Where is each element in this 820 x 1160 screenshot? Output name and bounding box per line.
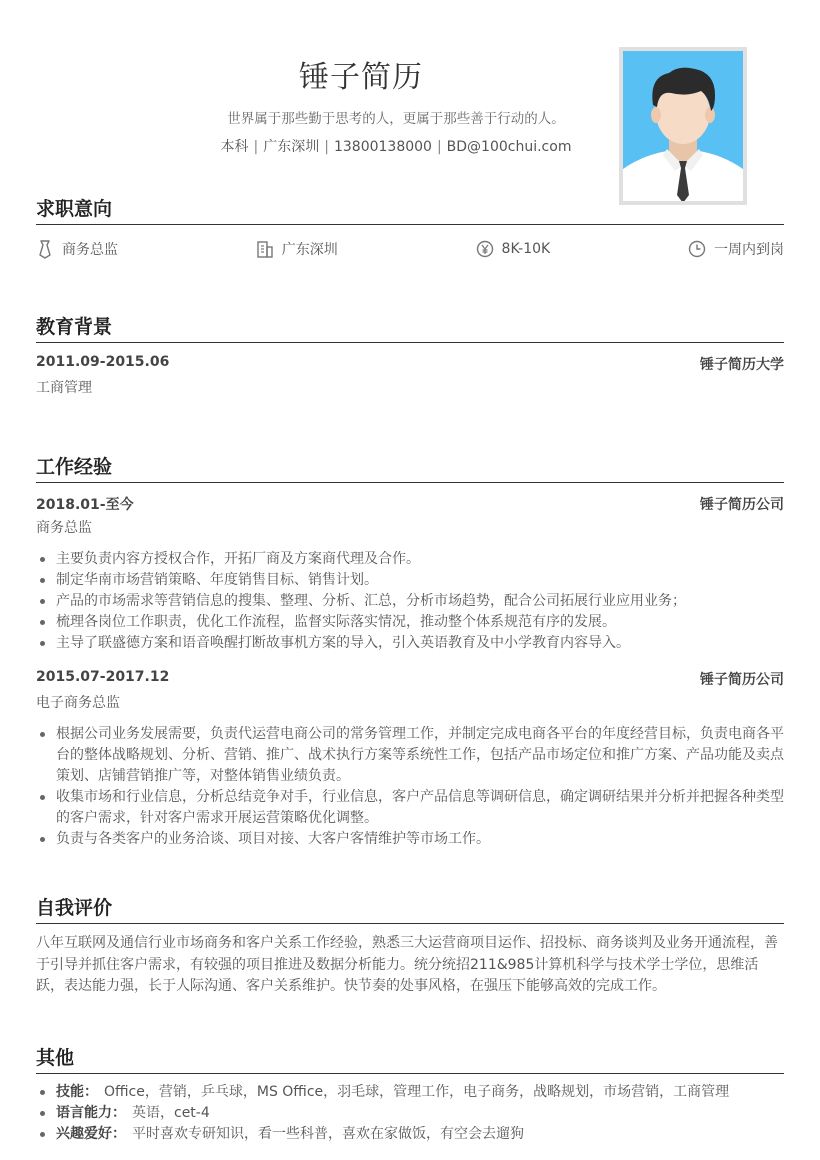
work-company: 锤子简历公司 (700, 672, 784, 688)
list-item (36, 1103, 784, 1124)
work-duties (36, 549, 784, 654)
list-item: 梳理各岗位工作职责，优化工作流程，监督实际落实情况，推动整个体系规范有序的发展。 (36, 612, 784, 633)
job-intent-row (36, 239, 784, 259)
section-title: 自我评价 (36, 892, 784, 924)
work-entry-head (36, 669, 784, 689)
section-title: 其他 (36, 1042, 784, 1074)
other-value: 英语，cet-4 (132, 1105, 210, 1121)
work-duties (36, 724, 784, 850)
location: 广东深圳 (263, 139, 320, 155)
list-item (36, 1124, 784, 1145)
tie-icon (36, 239, 54, 259)
section-title: 求职意向 (36, 193, 784, 225)
intent-availability (688, 239, 784, 259)
intent-city (256, 239, 338, 259)
degree: 本科 (220, 139, 249, 155)
other-value: 平时喜欢专研知识，看一些科普，喜欢在家做饭，有空会去遛狗 (132, 1126, 524, 1142)
intent-salary (476, 240, 551, 258)
other-list (36, 1082, 784, 1145)
separator: | (436, 139, 442, 155)
separator: | (253, 139, 259, 155)
intent-position (36, 239, 118, 259)
list-item: 根据公司业务发展需要，负责代运营电商公司的常务管理工作，并制定完成电商各平台的年度经营目标，负责电商各平台的整体战略规划、分析、营销、推广、战术执行方案等系统性工作，包括产品市场定位和推广方案、产品功能及卖点策划、店铺营销推广等，对整体销售业绩负责。 (36, 724, 784, 787)
phone: 13800138000 (333, 139, 432, 155)
avatar-photo (619, 47, 747, 205)
yuan-icon (476, 240, 494, 258)
list-item: 主要负责内容方授权合作，开拓厂商及方案商代理及合作。 (36, 549, 784, 570)
education-entry-head (36, 354, 784, 374)
other-key: 语言能力： (56, 1105, 126, 1121)
intent-availability-text: 一周内到岗 (713, 242, 784, 258)
list-item: 制定华南市场营销策略、年度销售目标、销售计划。 (36, 570, 784, 591)
candidate-name: 锤子简历 (299, 60, 423, 95)
avatar-illustration (623, 51, 743, 201)
work-entry-head (36, 494, 784, 514)
clock-icon (688, 240, 706, 258)
education-school: 锤子简历大学 (700, 357, 784, 373)
other-section (36, 1042, 784, 1145)
other-value: Office，营销，乒乓球，MS Office，羽毛球，管理工作，电子商务，战略规划，市场营销，工商管理 (104, 1084, 730, 1100)
intent-position-text: 商务总监 (62, 242, 118, 258)
list-item: 主导了联盛德方案和语音唤醒打断故事机方案的导入，引入英语教育及中小学教育内容导入。 (36, 633, 784, 654)
building-icon (256, 239, 274, 259)
separator: | (324, 139, 329, 155)
job-intent-section (36, 193, 784, 259)
list-item: 产品的市场需求等营销信息的搜集、整理、分析、汇总，分析市场趋势，配合公司拓展行业应用业务； (36, 591, 784, 612)
email: BD@100chui.com (446, 139, 572, 155)
work-company: 锤子简历公司 (700, 497, 784, 513)
education-period: 2011.09-2015.06 (36, 354, 170, 370)
work-section (36, 451, 784, 850)
other-key: 兴趣爱好： (56, 1126, 126, 1142)
work-role: 电子商务总监 (36, 695, 120, 711)
list-item: 负责与各类客户的业务洽谈、项目对接、大客户客情维护等市场工作。 (36, 829, 784, 850)
education-major: 工商管理 (36, 380, 92, 396)
list-item: 收集市场和行业信息，分析总结竞争对手，行业信息，客户产品信息等调研信息，确定调研结果并分析并把握各种类型的客户需求，针对客户需求开展运营策略优化调整。 (36, 787, 784, 829)
motto: 世界属于那些勤于思考的人，更属于那些善于行动的人。 (227, 111, 565, 127)
self-evaluation-text: 八年互联网及通信行业市场商务和客户关系工作经验，熟悉三大运营商项目运作、招投标、商务谈判及业务开通流程，善于引导并抓住客户需求，有较强的项目推进及数据分析能力。统分统招211&985计算机科学与技术学士学位，思维活跃，表达能力强，长于人际沟通、客户关系维护。快节奏的处事风格，在强压下能够高效的完成工作。 (36, 935, 778, 994)
section-title: 教育背景 (36, 311, 784, 343)
work-role: 商务总监 (36, 520, 92, 536)
education-section (36, 311, 784, 397)
intent-salary-text: 8K-10K (501, 241, 551, 257)
work-period: 2018.01-至今 (36, 497, 134, 513)
section-title: 工作经验 (36, 451, 784, 483)
intent-city-text: 广东深圳 (281, 242, 338, 258)
list-item (36, 1082, 784, 1103)
work-period: 2015.07-2017.12 (36, 669, 170, 685)
other-key: 技能： (56, 1084, 98, 1100)
self-evaluation-section (36, 892, 784, 998)
